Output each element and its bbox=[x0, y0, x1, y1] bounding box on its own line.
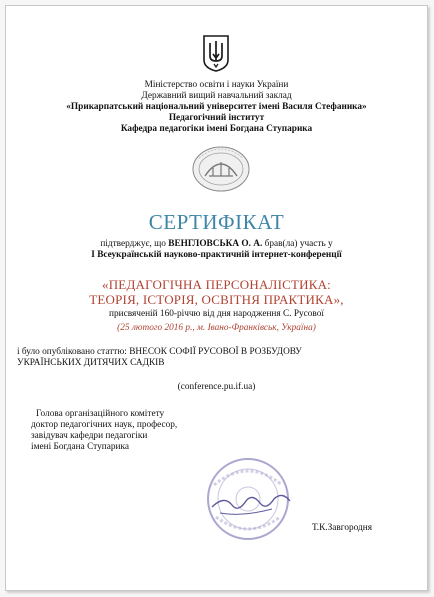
theme-line-2: ТЕОРІЯ, ІСТОРІЯ, ОСВІТНЯ ПРАКТИКА», bbox=[89, 292, 344, 307]
certificate-page bbox=[5, 5, 428, 591]
signatory-line-4: імені Богдана Ступарика bbox=[31, 442, 129, 452]
article-line-1 bbox=[17, 347, 302, 358]
ministry-line: Міністерство освіти і науки України bbox=[144, 80, 289, 90]
university-line: «Прикарпатський національний університет імені Василя Стефаника» bbox=[66, 102, 367, 112]
confirm-suffix: брав(ла) участь у bbox=[264, 239, 333, 249]
certificate-title: СЕРТИФІКАТ bbox=[148, 210, 285, 234]
participant-line bbox=[6, 239, 427, 250]
theme-line-1: «ПЕДАГОГІЧНА ПЕРСОНАЛІСТИКА: bbox=[102, 277, 331, 292]
department-line: Кафедра педагогіки імені Богдана Ступарика bbox=[120, 124, 313, 134]
signatory-line-1: Голова організаційного комітету bbox=[36, 409, 165, 419]
university-seal-icon bbox=[189, 142, 253, 194]
participant-name: ВЕНГЛОВСЬКА О. А. bbox=[168, 239, 263, 249]
signatory-line-3: завідувач кафедри педагогіки bbox=[31, 431, 148, 441]
article-prefix: і було опубліковано статтю: bbox=[17, 347, 127, 357]
article-title-2: УКРАЇНСЬКИХ ДИТЯЧИХ САДКІВ bbox=[17, 358, 165, 368]
dedication-line: присвяченій 160-річчю від дня народження С. Русової bbox=[109, 309, 324, 319]
date-place-line: (25 лютого 2016 р., м. Івано-Франківськ, Україна) bbox=[117, 323, 316, 333]
conference-site: (conference.pu.if.ua) bbox=[177, 382, 256, 392]
institute-line: Педагогічний інститут bbox=[168, 113, 265, 123]
round-stamp-icon bbox=[202, 455, 294, 543]
conference-line: І Всеукраїнській науково-практичній інтернет-конференції bbox=[91, 250, 342, 260]
confirm-prefix: підтверджує, що bbox=[100, 239, 166, 249]
institution-type-line: Державний вищий навчальний заклад bbox=[141, 91, 292, 101]
signatory-name: Т.К.Завгородня bbox=[312, 523, 373, 533]
trident-emblem-icon bbox=[202, 34, 230, 72]
article-title-1: ВНЕСОК СОФІЇ РУСОВОЇ В РОЗБУДОВУ bbox=[129, 347, 302, 357]
signatory-line-2: доктор педагогічних наук, професор, bbox=[31, 420, 178, 430]
